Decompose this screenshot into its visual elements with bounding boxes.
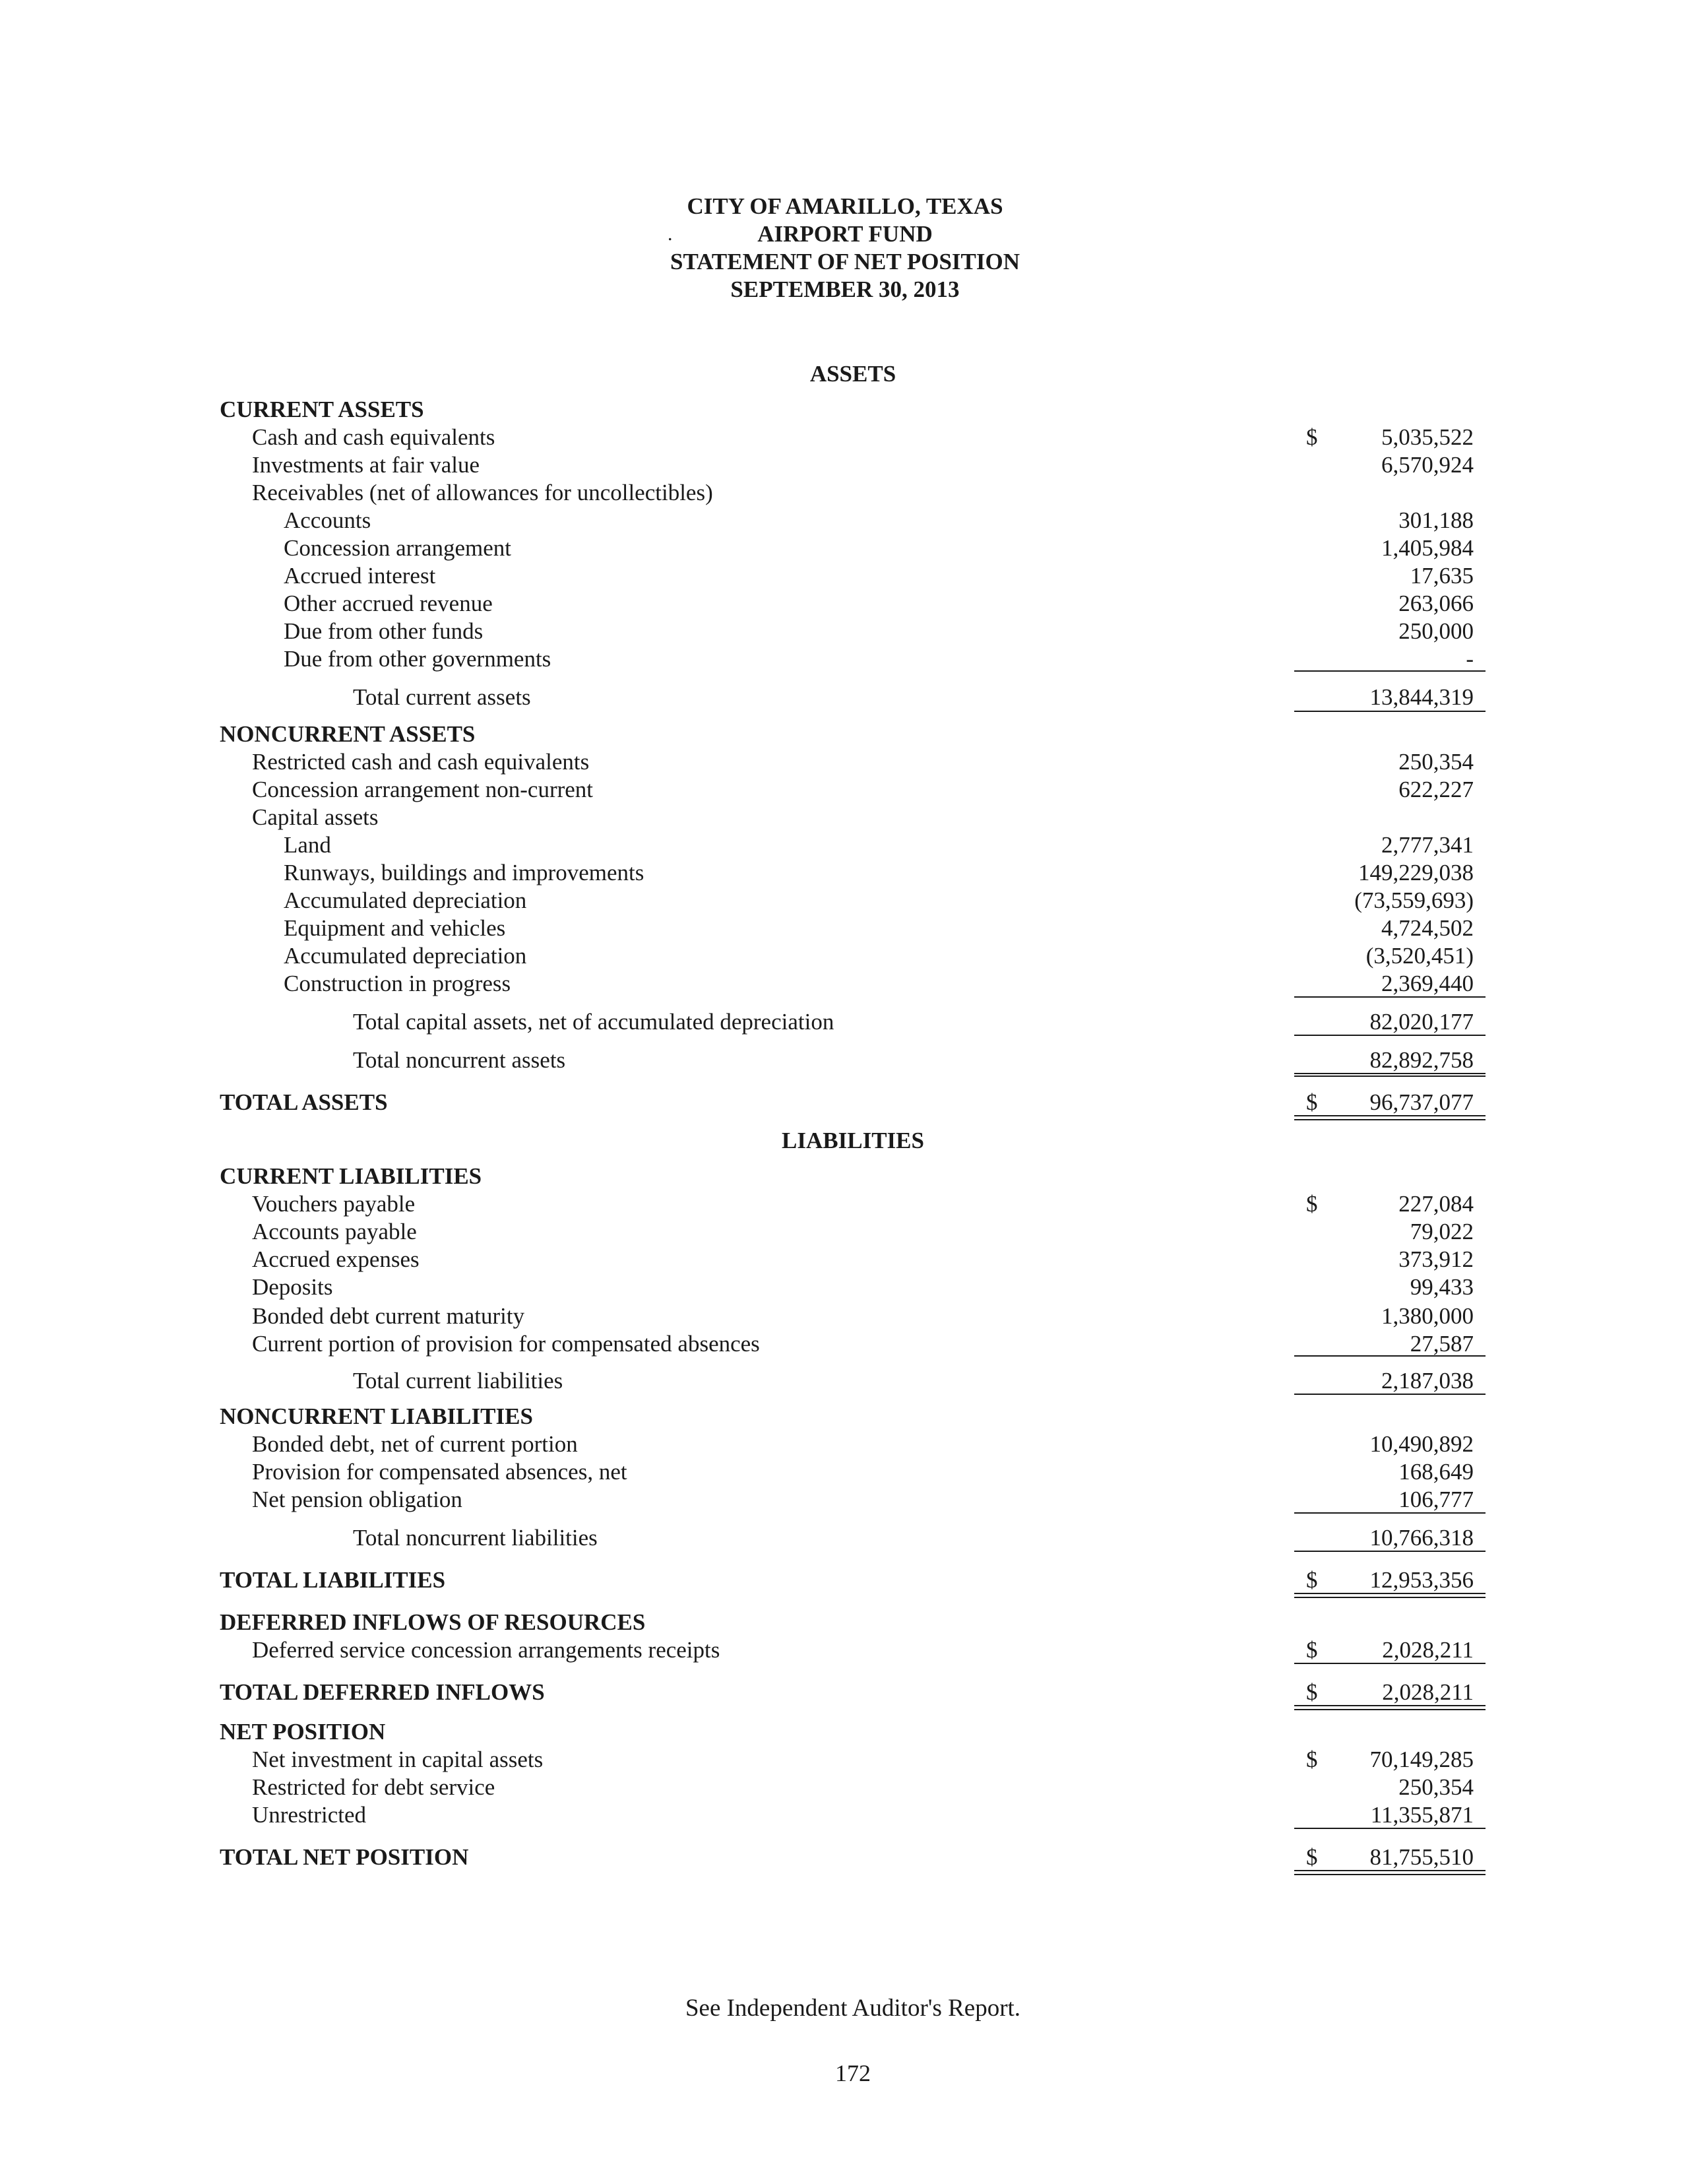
line-item-amount: 79,022 [1410,1219,1474,1244]
statement-row [0,479,1690,507]
subtotal-rule [1294,1394,1486,1395]
line-item-amount: 70,149,285 [1369,1747,1474,1772]
statement-row [0,1273,1690,1301]
report-statement-title: STATEMENT OF NET POSITION [670,249,1020,274]
subtotal-rule [1294,996,1486,998]
line-item-amount: 1,405,984 [1381,535,1474,561]
statement-row [0,776,1690,804]
statement-row [0,859,1690,887]
line-item-amount: 4,724,502 [1381,915,1474,941]
subtotal-rule [1294,1663,1486,1664]
line-item-label: Other accrued revenue [284,591,493,616]
subtotal-rule [1294,670,1486,672]
statement-row [0,1367,1690,1395]
auditor-report-note: See Independent Auditor's Report. [685,1995,1021,2022]
statement-row [0,831,1690,859]
line-item-label: Vouchers payable [252,1191,416,1217]
line-item-amount: 2,028,211 [1382,1637,1474,1663]
line-item-label: Unrestricted [252,1802,366,1828]
statement-row [0,1486,1690,1514]
statement-row [0,1089,1690,1116]
total-double-rule [1294,1705,1486,1710]
line-item-label: Total noncurrent assets [353,1047,566,1073]
line-item-amount: 622,227 [1398,777,1474,802]
section-heading: NONCURRENT ASSETS [220,721,476,747]
line-item-label: Bonded debt, net of current portion [252,1431,578,1457]
statement-row [0,1302,1690,1330]
statement-row [0,424,1690,451]
section-heading: NET POSITION [220,1719,386,1745]
currency-symbol: $ [1306,1637,1318,1663]
statement-row [0,1774,1690,1801]
currency-symbol: $ [1306,1567,1318,1593]
statement-row [0,562,1690,590]
line-item-amount: 10,766,318 [1369,1525,1474,1551]
line-item-amount: - [1466,646,1474,672]
line-item-amount: 2,187,038 [1381,1368,1474,1394]
line-item-amount: 96,737,077 [1369,1089,1474,1115]
currency-symbol: $ [1306,1844,1318,1870]
line-item-amount: 250,000 [1398,618,1474,644]
subtotal-rule [1294,711,1486,712]
line-item-amount: 106,777 [1398,1487,1474,1512]
statement-row [0,507,1690,534]
line-item-label: Investments at fair value [252,452,480,478]
section-heading: TOTAL DEFERRED INFLOWS [220,1679,545,1705]
statement-row [0,915,1690,942]
liabilities-section-title: LIABILITIES [782,1128,924,1153]
statement-row [0,1679,1690,1706]
statement-row [0,942,1690,970]
line-item-amount: 17,635 [1410,563,1474,589]
line-item-amount: 5,035,522 [1381,424,1474,450]
statement-row [0,721,1690,748]
report-entity: CITY OF AMARILLO, TEXAS [687,193,1003,219]
statement-row [0,1430,1690,1458]
statement-row [0,1636,1690,1664]
line-item-label: Accounts payable [252,1219,417,1244]
line-item-label: Concession arrangement [284,535,512,561]
section-heading: TOTAL LIABILITIES [220,1567,446,1593]
line-item-label: Land [284,832,331,858]
line-item-amount: 11,355,871 [1370,1802,1474,1828]
line-item-amount: 149,229,038 [1358,860,1474,885]
line-item-label: Net investment in capital assets [252,1747,544,1772]
line-item-amount: 12,953,356 [1369,1567,1474,1593]
statement-row [0,1218,1690,1246]
statement-row [0,684,1690,711]
line-item-amount: 99,433 [1410,1274,1474,1300]
line-item-label: Current portion of provision for compensated absences [252,1331,760,1357]
statement-row [0,1524,1690,1552]
statement-row [0,1330,1690,1358]
total-double-rule [1294,1115,1486,1120]
line-item-label: Total noncurrent liabilities [353,1525,598,1551]
line-item-amount: 13,844,319 [1369,684,1474,710]
line-item-amount: 27,587 [1410,1331,1474,1357]
line-item-amount: 2,777,341 [1381,832,1474,858]
line-item-amount: (73,559,693) [1354,887,1474,913]
statement-row [0,1566,1690,1594]
line-item-label: Restricted for debt service [252,1774,495,1800]
line-item-label: Construction in progress [284,971,511,996]
section-heading: CURRENT LIABILITIES [220,1163,482,1189]
line-item-label: Accrued interest [284,563,436,589]
line-item-amount: 10,490,892 [1369,1431,1474,1457]
section-heading: TOTAL NET POSITION [220,1844,469,1870]
section-heading: TOTAL ASSETS [220,1089,388,1115]
section-heading: NONCURRENT LIABILITIES [220,1403,533,1429]
statement-row [0,1718,1690,1746]
statement-row [0,804,1690,831]
line-item-label: Total current liabilities [353,1368,563,1394]
statement-row [0,618,1690,645]
line-item-label: Due from other funds [284,618,484,644]
line-item-label: Accounts [284,507,371,533]
statement-row [0,645,1690,673]
line-item-label: Accrued expenses [252,1246,420,1272]
statement-row [0,748,1690,776]
line-item-label: Equipment and vehicles [284,915,506,941]
statement-row [0,1844,1690,1871]
statement-row [0,1246,1690,1273]
line-item-label: Provision for compensated absences, net [252,1459,627,1485]
currency-symbol: $ [1306,424,1318,450]
subtotal-rule [1294,1828,1486,1829]
subtotal-rule [1294,1512,1486,1514]
statement-row [0,1403,1690,1430]
line-item-amount: 227,084 [1398,1191,1474,1217]
statement-row [0,970,1690,998]
line-item-label: Deposits [252,1274,333,1300]
line-item-label: Accumulated depreciation [284,887,527,913]
statement-row [0,1746,1690,1774]
line-item-amount: 373,912 [1398,1246,1474,1272]
line-item-amount: 1,380,000 [1381,1303,1474,1329]
line-item-label: Receivables (net of allowances for uncollectibles) [252,480,713,505]
statement-row [0,534,1690,562]
statement-row [0,1458,1690,1486]
currency-symbol: $ [1306,1089,1318,1115]
line-item-amount: 2,028,211 [1382,1679,1474,1705]
statement-row [0,590,1690,618]
statement-row [0,1609,1690,1636]
section-heading: CURRENT ASSETS [220,397,424,422]
subtotal-rule [1294,1035,1486,1036]
line-item-label: Concession arrangement non-current [252,777,594,802]
line-item-label: Total current assets [353,684,531,710]
line-item-amount: 2,369,440 [1381,971,1474,996]
subtotal-rule [1294,1076,1486,1077]
line-item-amount: 168,649 [1398,1459,1474,1485]
statement-row [0,1046,1690,1074]
line-item-amount: 263,066 [1398,591,1474,616]
assets-section-title: ASSETS [809,361,896,387]
line-item-amount: 81,755,510 [1369,1844,1474,1870]
line-item-label: Cash and cash equivalents [252,424,495,450]
line-item-amount: 82,892,758 [1369,1047,1474,1073]
line-item-amount: 301,188 [1398,507,1474,533]
line-item-label: Runways, buildings and improvements [284,860,644,885]
total-double-rule [1294,1870,1486,1875]
scan-mark: . [668,223,673,245]
line-item-amount: 250,354 [1398,1774,1474,1800]
statement-row [0,451,1690,479]
subtotal-rule [1294,1355,1486,1357]
total-double-rule [1294,1593,1486,1598]
line-item-amount: 82,020,177 [1369,1009,1474,1035]
line-item-label: Accumulated depreciation [284,943,527,969]
line-item-label: Total capital assets, net of accumulated depreciation [353,1009,834,1035]
line-item-label: Bonded debt current maturity [252,1303,525,1329]
line-item-label: Capital assets [252,804,379,830]
statement-row [0,887,1690,915]
statement-row [0,396,1690,424]
statement-row [0,1190,1690,1218]
subtotal-rule [1294,1073,1486,1074]
line-item-amount: 6,570,924 [1381,452,1474,478]
statement-row [0,1801,1690,1829]
report-fund: AIRPORT FUND [757,221,933,247]
line-item-label: Net pension obligation [252,1487,462,1512]
line-item-amount: 250,354 [1398,749,1474,775]
currency-symbol: $ [1306,1747,1318,1772]
currency-symbol: $ [1306,1679,1318,1705]
line-item-amount: (3,520,451) [1365,943,1474,969]
line-item-label: Restricted cash and cash equivalents [252,749,590,775]
statement-row [0,1163,1690,1190]
line-item-label: Deferred service concession arrangements receipts [252,1637,720,1663]
section-heading: DEFERRED INFLOWS OF RESOURCES [220,1609,646,1635]
subtotal-rule [1294,1551,1486,1552]
currency-symbol: $ [1306,1191,1318,1217]
report-date: SEPTEMBER 30, 2013 [730,276,960,302]
line-item-label: Due from other governments [284,646,551,672]
page-number: 172 [835,2060,871,2086]
statement-row [0,1008,1690,1036]
